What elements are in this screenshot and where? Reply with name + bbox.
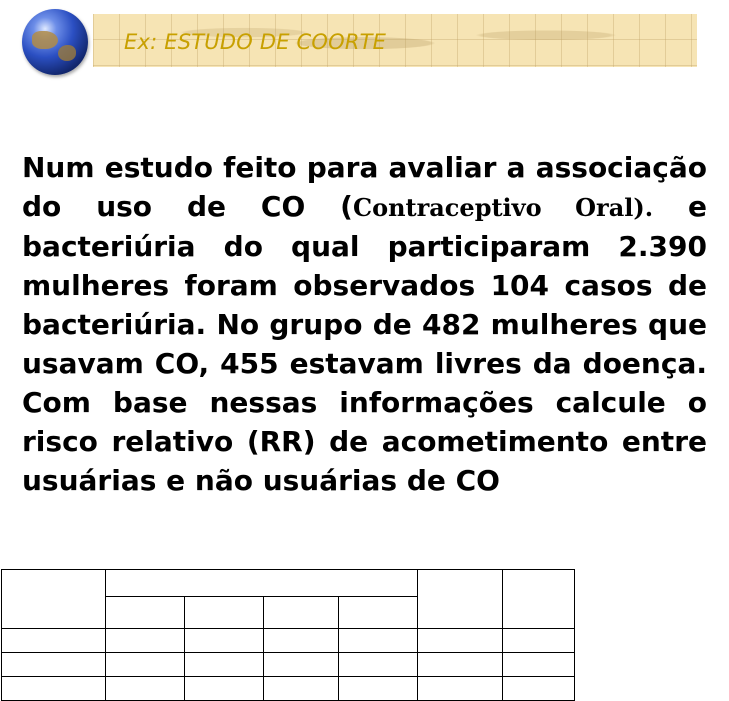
table-header-cell	[106, 570, 418, 597]
globe-icon	[22, 9, 88, 75]
table-header-cell	[2, 570, 106, 629]
table-subheader-cell	[106, 597, 185, 629]
exercise-text-part2: e bacteriúria do qual participaram 2.390 mulheres foram observados 104 casos de bacteriúria. No grupo de 482 mulheres que usavam CO, 455 estavam livres da doença. Com base nessas informações calcule o risco relativo (RR) de acometimento entre usuárias e não usuárias de CO	[22, 190, 707, 497]
exercise-text-part1: Num estudo feito para avaliar a associação do uso de CO (	[22, 151, 707, 223]
table-row	[2, 653, 575, 677]
exercise-text-term: Contraceptivo Oral).	[352, 193, 654, 222]
empty-contingency-table	[1, 569, 575, 701]
table-header-cell	[503, 570, 575, 629]
table-subheader-cell	[264, 597, 339, 629]
table-row	[2, 677, 575, 701]
table-subheader-cell	[339, 597, 418, 629]
table-subheader-cell	[185, 597, 264, 629]
slide-title: Ex: ESTUDO DE COORTE	[124, 30, 387, 54]
exercise-text	[22, 148, 707, 500]
table-row	[2, 629, 575, 653]
table-header-cell	[418, 570, 503, 629]
